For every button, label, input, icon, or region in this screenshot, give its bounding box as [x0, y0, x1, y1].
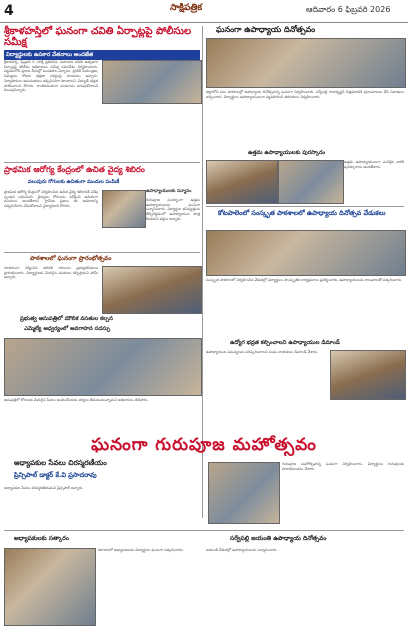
- subhead-1: విద్యార్థులకు ఉపకార వేతనాలు అందజేత: [4, 50, 200, 60]
- headline-4: ఉపాధ్యాయులకు సన్మానం: [146, 189, 192, 194]
- article-14-body: అధ్యాపకుల సేవలు చిరస్మరణీయమని ప్రిన్సిపాల్ అన్నారు.: [4, 486, 84, 490]
- photo-portrait: [102, 190, 146, 228]
- headline-6: ప్రభుత్వ ఆసుపత్రిలో మౌలిక వసతుల కల్పన: [20, 316, 113, 322]
- article-3-body: ప్రాథమిక ఆరోగ్య కేంద్రంలో నిర్వహించిన ఉచిత వైద్య శిబిరానికి విశేష స్పందన లభించింది. వైద్యులు రోగులను పరీక్షించి ఉచితంగా మందులు అందజేశారు. గ్రామీణ ప్రజలు ఈ అవకాశాన్ని సద్వినియోగం చేసుకోవాలని వైద్యాధికారి కోరారు.: [4, 190, 98, 209]
- subhead-3: పలువురు రోగులకు ఉచితంగా మందుల పంపిణీ: [28, 179, 120, 185]
- headline-7: ఎమ్మెల్యే ఆధ్వర్యంలో అవగాహన సదస్సు: [24, 326, 111, 332]
- photo-faculty: [4, 548, 96, 626]
- divider: [4, 162, 200, 163]
- headline-8: ఘనంగా ఉపాధ్యాయ దినోత్సవం: [216, 25, 316, 34]
- photo-meeting: [102, 60, 202, 104]
- photo-guru-puja: [208, 462, 280, 524]
- headline-14: అధ్యాపకుల సేవలు చిరస్మరణీయం: [14, 459, 107, 467]
- article-8-body: జిల్లాలోని పలు పాఠశాలల్లో ఉపాధ్యాయ దినోత్సవాన్ని ఘనంగా నిర్వహించారు. సర్వేపల్లి రాధాకృష్ణన్ చిత్రపటానికి పూలమాలలు వేసి నివాళులు అర్పించారు. విద్యార్థులు ఉపాధ్యాయులుగా వ్యవహరించి తరగతులు నిర్వహించారు.: [206, 90, 404, 99]
- headline-12: ఉద్యోగ భద్రత కల్పించాలని ఉపాధ్యాయుల డిమాండ్: [230, 340, 340, 346]
- paper-name: సాక్షిపత్రిక: [170, 3, 203, 13]
- article-12-body: ఉపాధ్యాయుల సమస్యలను పరిష్కరించాలని సంఘ నాయకులు డిమాండ్ చేశారు.: [206, 350, 319, 354]
- masthead: [0, 0, 408, 23]
- article-11-body: కళాశాలలో అధ్యాపకులను విద్యార్థులు ఘనంగా సత్కరించారు.: [98, 548, 184, 552]
- headline-10: కోటపాలెంలో సంస్కృత పాఠశాలలో ఉపాధ్యాయ దినోత్సవ వేడుకలు: [218, 209, 386, 217]
- article-1-body-a: శ్రీకాళహస్తి, ఫిబ్రవరి 5 (సాక్షి ప్రతినిధి): వినాయక చవితి ఉత్సవాల ఏర్పాట్లపై పోలీసు అధికారులు సమీక్ష సమావేశం నిర్వహించారు. పట్టణంలోని ప్రధాన వీధుల్లో మండపాల ఏర్పాటు, ట్రాఫిక్ నియంత్రణ, నిమజ్జనం రోజున భద్రతా చర్యలపై సూచనలు ఇచ్చారు. నిర్వాహకులు అనుమతులు తప్పనిసరిగా పొందాలని, విద్యుత్ భద్రత పాటించాలని కోరారు. శాంతియుతంగా పండుగను జరుపుకోవాలని పిలుపునిచ్చారు.: [4, 60, 98, 93]
- headline-11: అధ్యాపకులకు సత్కారం: [14, 535, 69, 542]
- article-6-body: ఆసుపత్రిలో రోగులకు మెరుగైన సేవలు అందించేందుకు చర్యలు తీసుకుంటున్నామని అధికారులు తెలిపారు.: [4, 398, 149, 402]
- banner-headline: ఘనంగా గురుపూజ మహోత్సవం: [91, 435, 317, 455]
- headline-5: పాఠశాలలో ఘనంగా ప్రారంభోత్సవం: [30, 255, 112, 262]
- headline-1: శ్రీకాళహస్తిలో ఘనంగా చవితి ఏర్పాట్లపై పోలీసుల సమీక్ష: [4, 26, 192, 48]
- photo-school: [102, 266, 202, 314]
- photo-award-2: [278, 160, 344, 204]
- photo-union: [330, 350, 406, 400]
- article-4-body: గురుపూజ సందర్భంగా ఉత్తమ ఉపాధ్యాయులను ఘనంగా సన్మానించారు. విద్యార్థుల భవిష్యత్తును తీర్చిదిద్దడంలో ఉపాధ్యాయుల పాత్ర కీలకమని వక్తలు అన్నారు.: [146, 198, 200, 221]
- page-number: 4: [4, 3, 14, 19]
- article-5-body: నూతనంగా నిర్మించిన తరగతి గదులను ప్రజాప్రతినిధులు ప్రారంభించారు. విద్యార్థులకు మెరుగైన వసతులు కల్పిస్తామని హామీ ఇచ్చారు.: [4, 266, 98, 280]
- article-10-body: సంస్కృత పాఠశాలలో నిర్వహించిన వేడుకల్లో విద్యార్థులు సాంస్కృతిక కార్యక్రమాలు ప్రదర్శించారు. ఉపాధ్యాయులను శాలువాలతో సత్కరించారు.: [206, 278, 403, 282]
- divider: [206, 206, 404, 207]
- photo-award: [206, 160, 278, 204]
- headline-3: ప్రాథమిక ఆరోగ్య కేంద్రంలో ఉచిత వైద్య శిబిరం: [4, 165, 145, 174]
- article-9-body: ఉత్తమ ఉపాధ్యాయులుగా ఎంపికైన వారికి పురస్కారాలు అందజేశారు.: [344, 160, 404, 169]
- headline-15: సర్వేపల్లి జయంతి ఉపాధ్యాయ దినోత్సవం: [230, 535, 327, 542]
- photo-sanskrit-school: [206, 230, 406, 276]
- photo-teachers-day: [206, 38, 406, 88]
- article-15-body: జయంతి వేడుకల్లో ఉపాధ్యాయులను సన్మానించారు.: [206, 548, 278, 552]
- headline-9: ఉత్తమ ఉపాధ్యాయులకు పురస్కారం: [248, 150, 326, 156]
- photo-event: [4, 338, 202, 396]
- article-13-body: గురుపూజ మహోత్సవాన్ని ఘనంగా నిర్వహించారు. విద్యార్థులు గురువులకు పాదాభివందనం చేశారు.: [282, 462, 404, 471]
- divider: [4, 252, 200, 253]
- date-line: ఆదివారం 6 ఫిబ్రవరి 2026: [306, 5, 391, 14]
- divider: [4, 530, 404, 531]
- subhead-14: ప్రిన్సిపాల్ డాక్టర్ కే.వి ప్రసాదరావు: [14, 471, 97, 479]
